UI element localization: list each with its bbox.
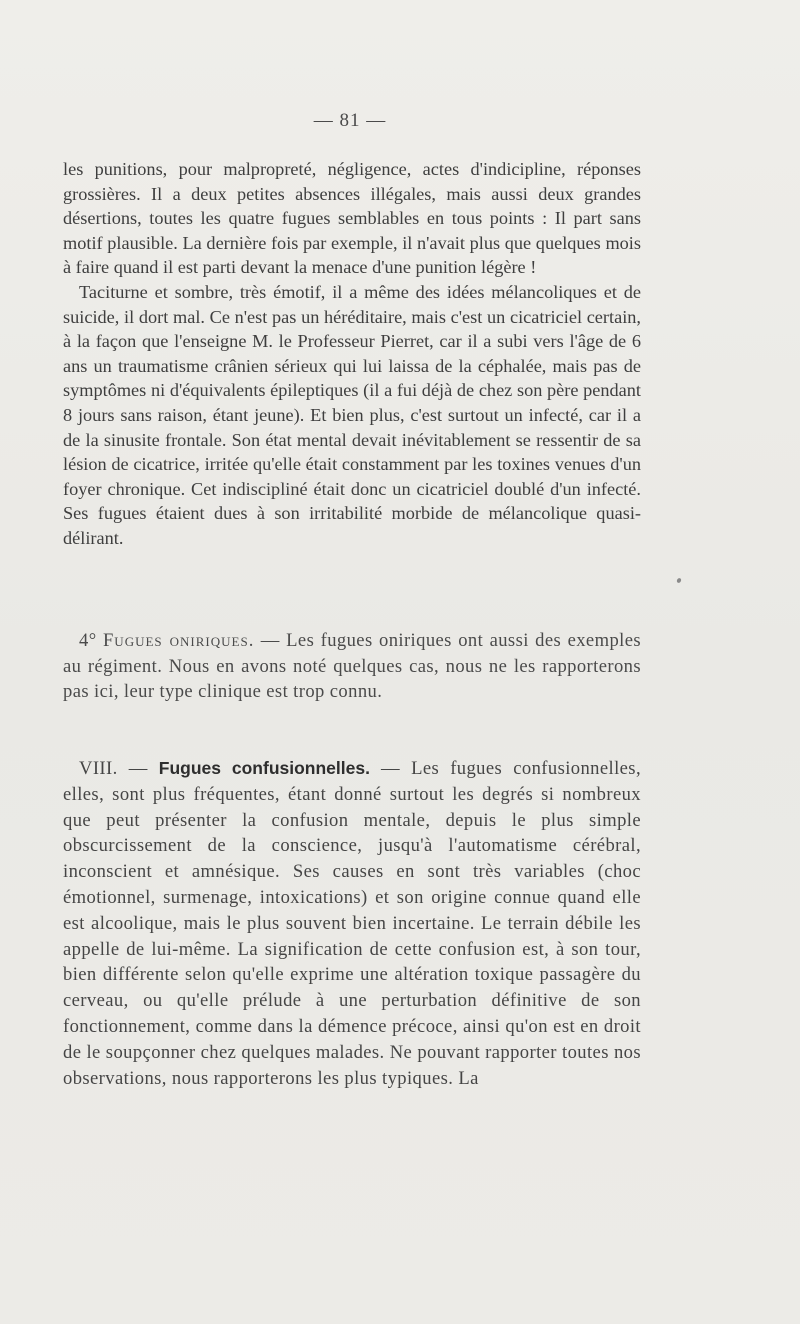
paper-speck: [676, 577, 682, 583]
section-confusionnelles: [63, 756, 641, 1091]
section-number: 4°: [79, 630, 97, 651]
section-text: — Les fugues confusionnelles, elles, sont plus fréquentes, étant donné surtout les degrés si nombreux que peut présenter la confusion mentale, depuis le plus simple obscurcissement de la conscience, jusqu'à l'automatisme cérébral, inconscient et amnésique. Ses causes en sont très variables (choc émotionnel, surmenage, intoxications) et son origine connue quand elle est alcoolique, mais le plus souvent bien incertaine. Le terrain débile les appelle de lui-même. La signification de cette confusion est, à son tour, bien différente selon qu'elle exprime une altération toxique passagère du cerveau, ou qu'elle prélude à une perturbation définitive de son fonctionnement, comme dans la démence précoce, ainsi qu'on est en droit de le soupçonner chez quelques malades. Ne pouvant rapporter toutes nos observations, nous rapporterons les plus typiques. La: [63, 758, 641, 1089]
section-heading: Fugues confusionnelles.: [158, 758, 370, 778]
paragraph-confusionnelles: [63, 756, 641, 1091]
paragraph-punitions: les punitions, pour malpropreté, négligence, actes d'indicipline, réponses grossières. Il a deux petites absences illégales, mais aussi deux grandes désertions, toutes les quatre fugues semblables en tous points : Il part sans motif plausible. La dernière fois par exemple, il n'avait plus que quelques mois à faire quand il est parti devant la menace d'une punition légère !: [63, 159, 641, 278]
case-description: [63, 157, 641, 551]
section-heading: Fugues oniriques.: [102, 630, 255, 651]
paragraph-oniriques: [63, 628, 641, 705]
page-number: — 81 —: [313, 110, 387, 131]
section-text: — Les fugues oniriques ont aussi des exemples au régiment. Nous en avons noté quelques cas, nous ne les rapporterons pas ici, leur type clinique est trop connu.: [63, 630, 641, 703]
section-number: VIII. —: [79, 758, 159, 779]
paragraph-taciturne: Taciturne et sombre, très émotif, il a même des idées mélancoliques et de suicide, il dort mal. Ce n'est pas un héréditaire, mais c'est un cicatriciel certain, à la façon que l'enseigne M. le Professeur Pierret, car il a subi vers l'âge de 6 ans un traumatisme crânien sérieux qui lui laissa de la céphalée, mais pas de symptômes ni d'équivalents épileptiques (il a fui déjà de chez son père pendant 8 jours sans raison, étant jeune). Et bien plus, c'est surtout un infecté, car il a de la sinusite frontale. Son état mental devait inévitablement se ressentir de sa lésion de cicatrice, irritée qu'elle était constamment par les toxines venues d'un foyer chronique. Cet indiscipliné était donc un cicatriciel doublé d'un infecté. Ses fugues étaient dues à son irritabilité morbide de mélancolique quasi-délirant.: [63, 281, 641, 548]
section-oniriques: [63, 628, 641, 705]
